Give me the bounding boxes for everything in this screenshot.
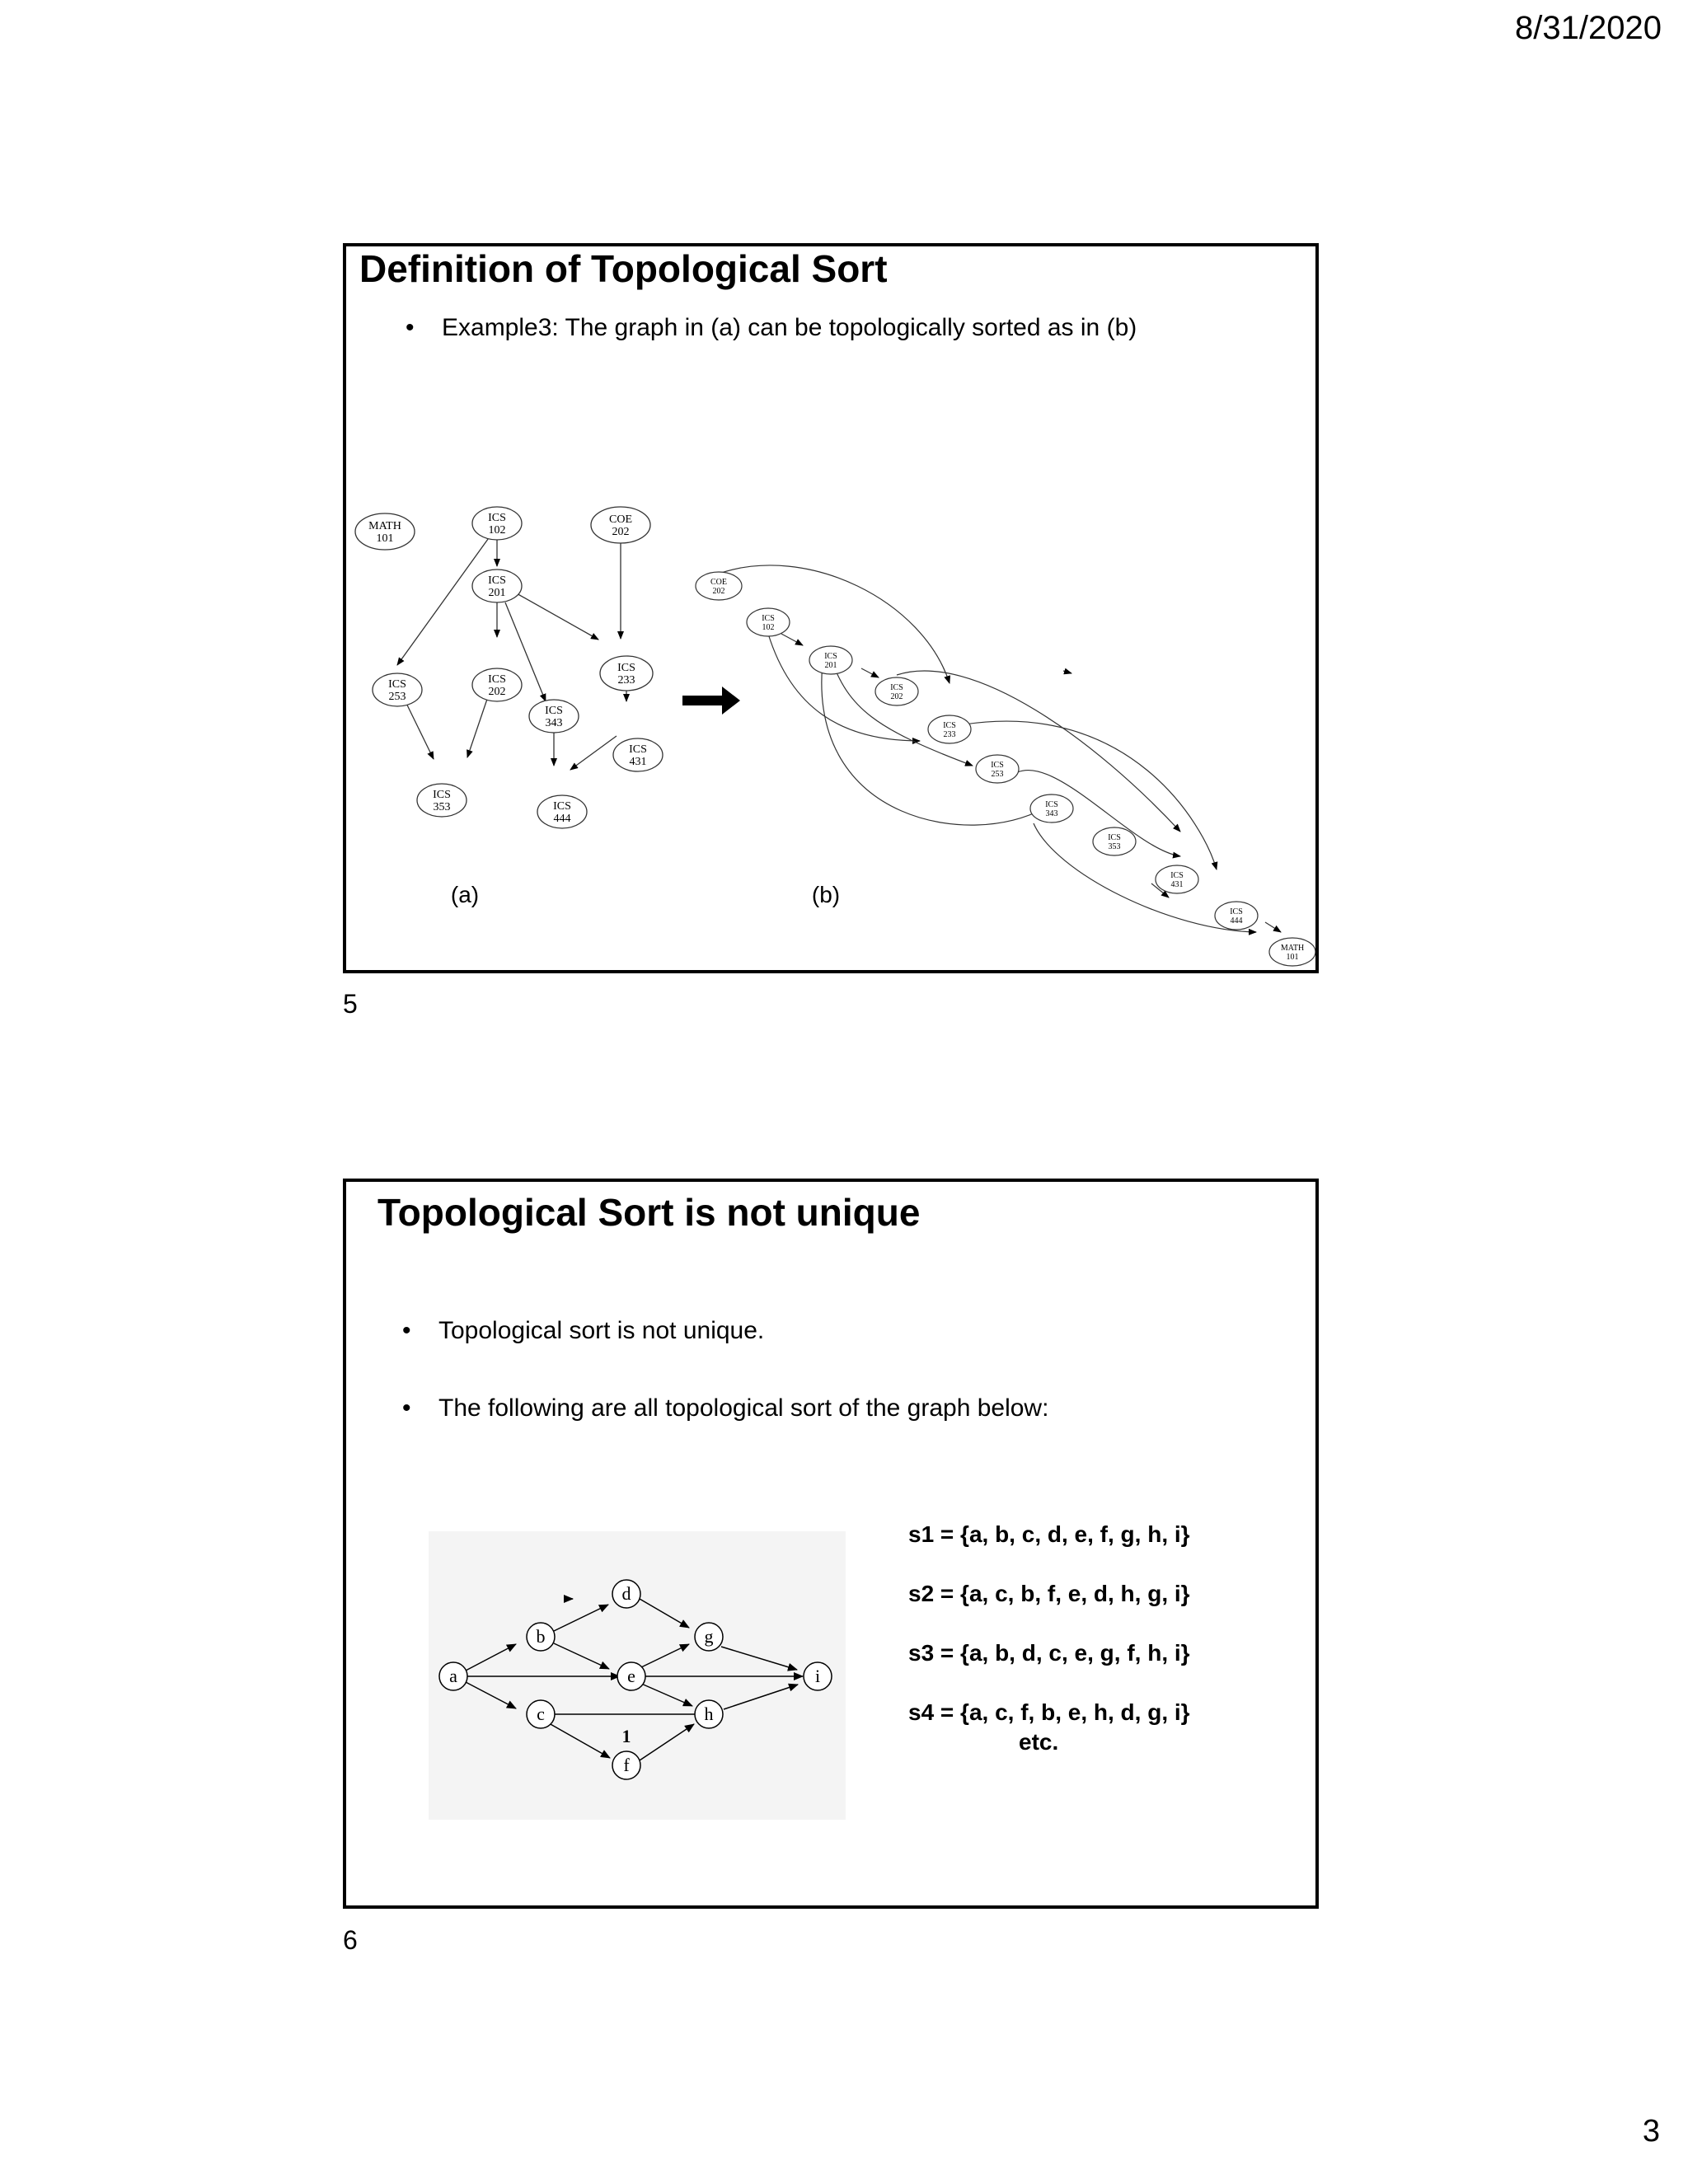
node-b-ics-444: [1215, 902, 1258, 930]
node-ics-343: [529, 700, 579, 733]
slide-not-unique: [343, 1179, 1319, 1909]
page-number: 3: [1642, 2114, 1660, 2149]
svg-text:353: 353: [433, 801, 451, 813]
bullet-item: [402, 1317, 765, 1345]
svg-text:202: 202: [890, 692, 903, 701]
svg-text:233: 233: [943, 730, 956, 739]
node-ics-353: [417, 784, 467, 817]
svg-text:MATH: MATH: [368, 520, 401, 532]
sequence-item: s2 = {a, c, b, f, e, d, h, g, i}: [908, 1581, 1190, 1606]
svg-text:101: 101: [1286, 953, 1299, 962]
svg-text:101: 101: [376, 532, 394, 545]
node-b-ics-353: [1093, 827, 1136, 855]
node-ics-202: [472, 668, 522, 701]
topological-graphs: [346, 246, 1315, 970]
node-g: [695, 1623, 723, 1651]
node-a: [439, 1662, 467, 1690]
node-b-ics-201: [809, 646, 852, 674]
svg-text:ICS: ICS: [488, 574, 506, 587]
svg-text:444: 444: [1230, 916, 1243, 926]
svg-text:343: 343: [1045, 809, 1058, 818]
svg-text:ICS: ICS: [388, 678, 406, 691]
svg-text:ICS: ICS: [890, 683, 903, 692]
bullet-text: Example3: The graph in (a) can be topologically sorted as in (b): [442, 314, 1137, 341]
svg-text:h: h: [704, 1704, 714, 1724]
sequence-item: s4 = {a, c, f, b, e, h, d, g, i}: [908, 1699, 1190, 1725]
svg-text:ICS: ICS: [617, 662, 635, 674]
node-f: [612, 1751, 640, 1779]
svg-text:202: 202: [712, 587, 725, 596]
svg-text:343: 343: [545, 717, 563, 729]
node-b-math-101: [1269, 938, 1315, 966]
svg-text:COE: COE: [609, 513, 632, 526]
graph-a-nodes: [355, 507, 663, 828]
header-date: 8/31/2020: [1515, 10, 1662, 46]
graph-b-nodes: [696, 572, 1315, 966]
svg-text:233: 233: [617, 674, 635, 687]
svg-text:ICS: ICS: [991, 761, 1004, 770]
svg-text:444: 444: [553, 813, 571, 825]
svg-text:431: 431: [1170, 880, 1184, 889]
node-e: [617, 1662, 645, 1690]
sequence-etc: etc.: [1019, 1729, 1059, 1755]
caption-b: (b): [811, 882, 841, 907]
svg-text:ICS: ICS: [433, 789, 451, 801]
svg-text:253: 253: [388, 691, 406, 703]
svg-text:ICS: ICS: [1045, 800, 1058, 809]
bullet-dot: •: [406, 314, 415, 341]
slide-definition: [343, 243, 1319, 973]
caption-a: (a): [450, 882, 480, 907]
node-d: [612, 1580, 640, 1608]
svg-text:201: 201: [488, 587, 506, 599]
svg-text:b: b: [536, 1626, 546, 1647]
svg-text:ICS: ICS: [553, 800, 571, 813]
svg-text:e: e: [627, 1666, 635, 1686]
node-ics-201: [472, 569, 522, 602]
svg-text:f: f: [623, 1755, 630, 1775]
svg-text:431: 431: [629, 756, 647, 768]
svg-text:ICS: ICS: [824, 652, 837, 661]
node-i: [804, 1662, 832, 1690]
svg-text:201: 201: [824, 661, 837, 670]
slide-number: 5: [343, 989, 358, 1019]
svg-text:202: 202: [488, 686, 506, 698]
edge-label: 1: [621, 1726, 631, 1746]
slide-title: Topological Sort is not unique: [377, 1191, 921, 1234]
node-ics-233: [600, 656, 653, 691]
svg-text:a: a: [449, 1666, 457, 1686]
svg-text:ICS: ICS: [1230, 907, 1243, 916]
svg-text:ICS: ICS: [488, 673, 506, 686]
svg-text:202: 202: [612, 526, 630, 538]
node-b-ics-253: [976, 755, 1019, 783]
node-ics-431: [613, 738, 663, 771]
bullet-dot: •: [402, 1317, 411, 1344]
svg-text:ICS: ICS: [762, 614, 775, 623]
sequence-list: [908, 1521, 1190, 1755]
svg-text:COE: COE: [710, 578, 727, 587]
bullet-item: [402, 1394, 1049, 1422]
node-coe-202: [591, 507, 650, 543]
sequence-item: s1 = {a, b, c, d, e, f, g, h, i}: [908, 1521, 1190, 1547]
svg-text:ICS: ICS: [545, 705, 563, 717]
node-b-ics-343: [1030, 794, 1073, 823]
svg-text:MATH: MATH: [1280, 944, 1305, 953]
node-b-ics-233: [928, 715, 971, 743]
svg-text:ICS: ICS: [1170, 871, 1184, 880]
bullet-text: The following are all topological sort of the graph below:: [438, 1394, 1049, 1422]
svg-text:353: 353: [1108, 842, 1121, 851]
svg-text:102: 102: [762, 623, 775, 632]
dag-graph: [429, 1531, 846, 1820]
svg-text:102: 102: [488, 524, 506, 537]
node-b-ics-431: [1156, 865, 1198, 893]
node-c: [527, 1700, 555, 1728]
slide-number: 6: [343, 1925, 358, 1955]
node-ics-102: [472, 507, 522, 540]
svg-text:d: d: [621, 1583, 631, 1604]
node-ics-253: [373, 673, 422, 706]
svg-text:ICS: ICS: [1108, 833, 1121, 842]
node-ics-444: [537, 795, 587, 828]
node-b: [527, 1623, 555, 1651]
node-b-coe-202: [696, 572, 742, 600]
svg-text:ICS: ICS: [629, 743, 647, 756]
svg-text:i: i: [814, 1666, 821, 1686]
svg-text:g: g: [704, 1626, 714, 1647]
svg-text:ICS: ICS: [943, 721, 956, 730]
svg-text:ICS: ICS: [488, 512, 506, 524]
node-b-ics-102: [747, 608, 790, 636]
svg-text:253: 253: [991, 770, 1004, 779]
node-b-ics-202: [875, 677, 918, 705]
slide-title: Definition of Topological Sort: [359, 247, 888, 290]
node-math-101: [355, 513, 415, 550]
transform-arrow-icon: [682, 687, 740, 715]
node-h: [695, 1700, 723, 1728]
bullet-dot: •: [402, 1394, 411, 1422]
bullet-text: Topological sort is not unique.: [438, 1317, 765, 1344]
sequence-item: s3 = {a, b, d, c, e, g, f, h, i}: [908, 1640, 1190, 1666]
svg-text:c: c: [537, 1704, 545, 1724]
